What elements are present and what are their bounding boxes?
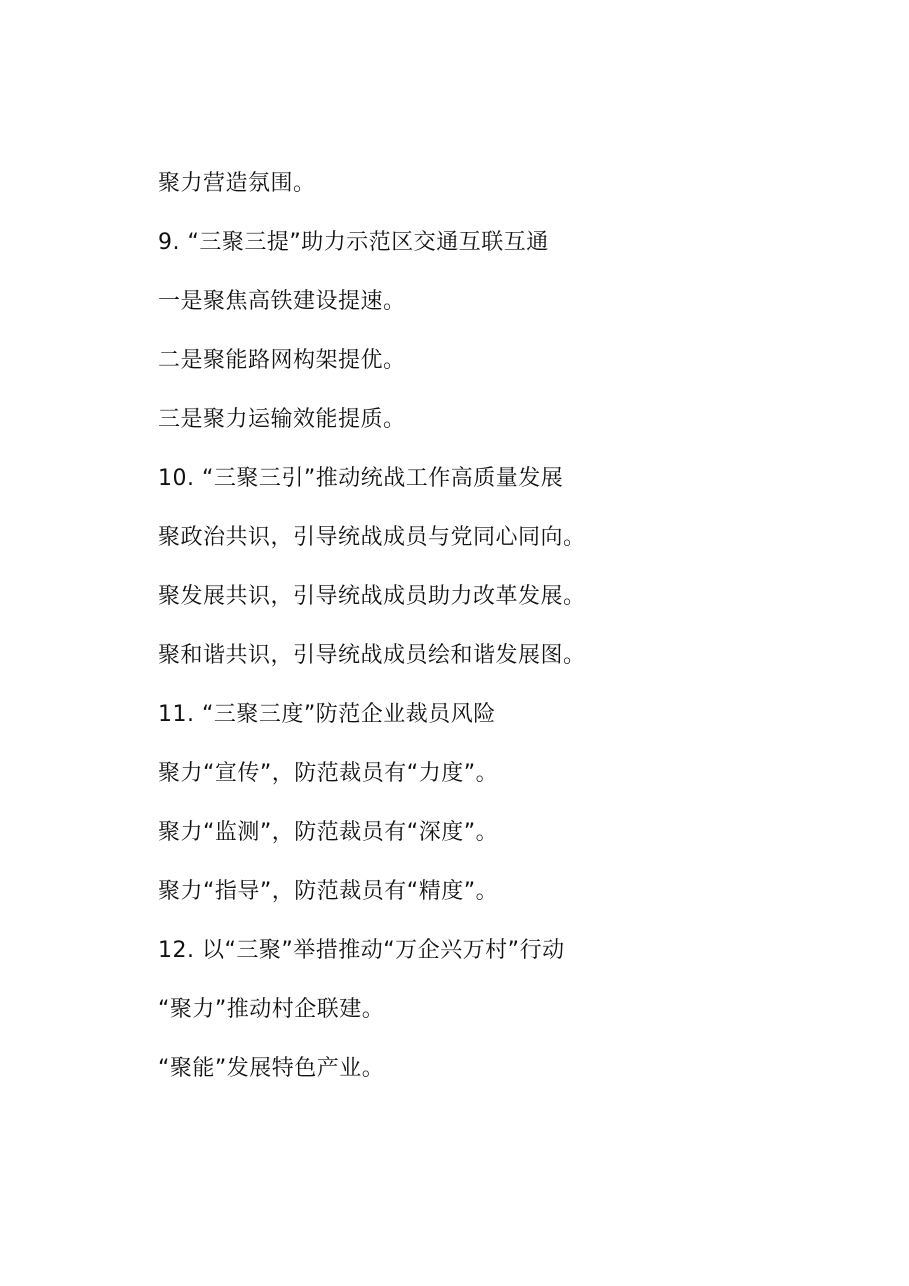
paragraph-line: 聚力“指导”，防范裁员有“精度”。 [158,879,499,904]
paragraph-line: 聚和谐共识，引导统战成员绘和谐发展图。 [158,643,586,668]
section-heading: 11. “三聚三度”防范企业裁员风险 [158,702,496,727]
paragraph-line: “聚能”发展特色产业。 [158,1056,385,1081]
paragraph-line: 二是聚能路网构架提优。 [158,348,406,373]
document-body [158,166,858,1110]
paragraph-line: 聚政治共识，引导统战成员与党同心同向。 [158,525,586,550]
section-heading: 12. 以“三聚”举措推动“万企兴万村”行动 [158,938,565,963]
section-heading: 10. “三聚三引”推动统战工作高质量发展 [158,466,564,491]
paragraph-line: 聚力“监测”，防范裁员有“深度”。 [158,820,499,845]
paragraph-line: 聚力营造氛围。 [158,171,316,196]
paragraph-line: 聚力“宣传”，防范裁员有“力度”。 [158,761,499,786]
paragraph-line: 三是聚力运输效能提质。 [158,407,406,432]
paragraph-line: “聚力”推动村企联建。 [158,997,385,1022]
paragraph-line: 一是聚焦高铁建设提速。 [158,289,406,314]
section-heading: 9. “三聚三提”助力示范区交通互联互通 [158,230,549,255]
paragraph-line: 聚发展共识，引导统战成员助力改革发展。 [158,584,586,609]
